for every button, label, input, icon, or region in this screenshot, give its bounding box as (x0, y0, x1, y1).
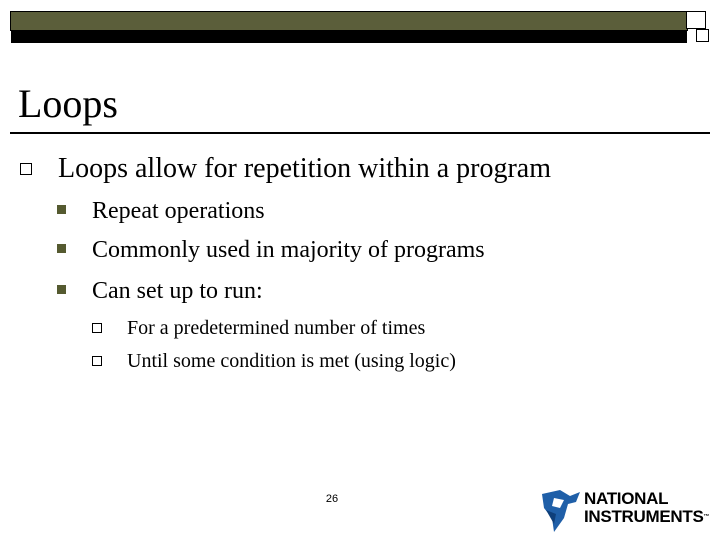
logo-line1: NATIONAL (584, 489, 669, 508)
bullet-text: Until some condition is met (using logic) (127, 350, 456, 372)
bullet-text: For a predetermined number of times (127, 317, 426, 339)
top-bar-band (10, 11, 688, 31)
solid-square-bullet-icon (57, 244, 66, 253)
bullet-text: Can set up to run: (92, 278, 263, 304)
title-divider (10, 132, 710, 134)
top-bar-square-small (696, 29, 709, 42)
solid-square-bullet-icon (57, 205, 66, 214)
eagle-icon (540, 488, 584, 534)
logo-wordmark (584, 490, 709, 526)
solid-square-bullet-icon (57, 285, 66, 294)
hollow-square-bullet-icon (92, 323, 102, 333)
top-decorative-bar (10, 11, 710, 44)
page-number: 26 (325, 493, 339, 505)
top-bar-square-large (686, 11, 706, 29)
bullet-text: Repeat operations (92, 198, 265, 224)
trademark-symbol: ™ (703, 514, 710, 520)
bullet-text: Loops allow for repetition within a program (58, 153, 551, 184)
national-instruments-logo (540, 488, 712, 534)
hollow-square-bullet-icon (20, 163, 32, 175)
hollow-square-bullet-icon (92, 356, 102, 366)
slide-title: Loops (18, 81, 118, 126)
bullet-text: Commonly used in majority of programs (92, 237, 485, 263)
logo-line2: INSTRUMENTS (584, 507, 704, 526)
